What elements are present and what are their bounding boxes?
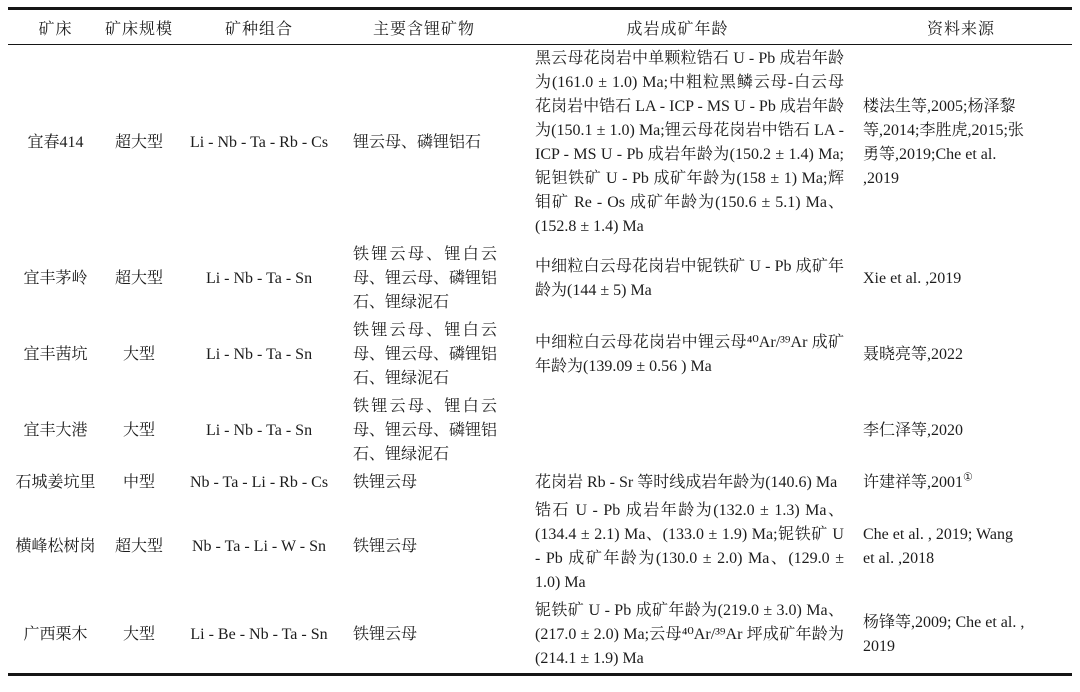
lithium-deposits-table [8,7,1072,676]
cell-source: 聂晓亮等,2022 [863,346,964,363]
cell-scale: 大型 [122,346,155,363]
cell-ore-combination: Li - Nb - Ta - Sn [205,346,313,363]
cell-ore-combination: Li - Be - Nb - Ta - Sn [190,626,328,643]
header-age: 成岩成矿年龄 [505,9,850,45]
cell-source: 杨锋等,2009; Che et al. , 2019 [863,614,1025,655]
cell-ore-combination: Nb - Ta - Li - Rb - Cs [189,474,329,491]
cell-li-minerals: 铁锂云母 [353,626,418,643]
cell-age: 中细粒白云母花岗岩中锂云母⁴⁰Ar/³⁹Ar 成矿年龄为(139.09 ± 0.56 ) Ma [535,334,844,375]
header-li-minerals: 主要含锂矿物 [343,9,505,45]
table-row [8,469,1072,497]
cell-source [850,469,1072,497]
cell-li-minerals: 铁锂云母 [353,538,418,555]
cell-source: 李仁泽等,2020 [863,422,964,439]
cell-age: 铌铁矿 U - Pb 成矿年龄为(219.0 ± 3.0) Ma、(217.0 ± 2.0) Ma;云母⁴⁰Ar/³⁹Ar 坪成矿年龄为(214.1 ± 1.9) Ma [535,602,844,667]
table-row [8,45,1072,242]
cell-age: 花岗岩 Rb - Sr 等时线成岩年龄为(140.6) Ma [535,474,838,491]
cell-age: 锆石 U - Pb 成岩年龄为(132.0 ± 1.3) Ma、(134.4 ± 2.1) Ma、(133.0 ± 1.9) Ma;铌铁矿 U - Pb 成矿年龄为(130.0 ± 2.0) Ma、(129.0 ± 1.0) Ma [535,502,844,591]
cell-deposit: 石城姜坑里 [15,474,96,491]
cell-ore-combination: Li - Nb - Ta - Sn [205,270,313,287]
header-deposit: 矿床 [8,9,103,45]
table-row [8,497,1072,597]
header-scale: 矿床规模 [103,9,175,45]
cell-li-minerals: 铁锂云母 [353,474,418,491]
cell-deposit: 宜丰茅岭 [23,270,88,287]
cell-scale: 超大型 [114,270,163,287]
header-source: 资料来源 [850,9,1072,45]
cell-li-minerals: 锂云母、磷锂铝石 [353,134,482,151]
table-row [8,597,1072,675]
cell-li-minerals: 铁锂云母、锂白云母、锂云母、磷锂铝石、锂绿泥石 [353,322,498,387]
cell-scale: 中型 [122,474,155,491]
cell-ore-combination: Li - Nb - Ta - Rb - Cs [189,134,329,151]
cell-scale: 大型 [122,422,155,439]
cell-age: 中细粒白云母花岗岩中铌铁矿 U - Pb 成矿年龄为(144 ± 5) Ma [535,258,844,299]
cell-li-minerals: 铁锂云母、锂白云母、锂云母、磷锂铝石、锂绿泥石 [353,246,498,311]
cell-age: 黑云母花岗岩中单颗粒锆石 U - Pb 成岩年龄为(161.0 ± 1.0) Ma;中粗粒黑鳞云母-白云母花岗岩中锆石 LA - ICP - MS U - Pb 成岩年龄为(150.1 ± 1.0) Ma;锂云母花岗岩中锆石 LA - ICP - MS U - Pb 成岩年龄为(150.2 ± 1.4) Ma;铌钽铁矿 U - Pb 成矿年龄为(158 ± 1) Ma;辉钼矿 Re - Os 成矿年龄为(150.6 ± 5.1) Ma、(152.8 ± 1.4) Ma [535,50,844,235]
cell-source: 楼法生等,2005;杨泽黎等,2014;李胜虎,2015;张勇等,2019;Che et al. ,2019 [863,98,1024,187]
cell-deposit: 广西栗木 [23,626,88,643]
table-row [8,317,1072,393]
cell-source: Xie et al. ,2019 [863,270,962,287]
cell-scale: 超大型 [114,134,163,151]
cell-ore-combination: Nb - Ta - Li - W - Sn [192,538,326,555]
table-row [8,241,1072,317]
table-row [8,393,1072,469]
cell-ore-combination: Li - Nb - Ta - Sn [205,422,313,439]
cell-deposit: 宜丰茜坑 [23,346,88,363]
cell-scale: 大型 [122,626,155,643]
cell-age [505,393,850,469]
cell-source: Che et al. , 2019; Wang et al. ,2018 [863,526,1013,567]
cell-deposit: 宜丰大港 [23,422,88,439]
source-text: 许建祥等,2001 [863,474,964,491]
cell-deposit: 横峰松树岗 [15,538,96,555]
table-header-row [8,9,1072,45]
footnote-mark: ① [963,471,973,484]
cell-li-minerals: 铁锂云母、锂白云母、锂云母、磷锂铝石、锂绿泥石 [353,398,498,463]
cell-scale: 超大型 [114,538,163,555]
table-sheet [8,0,1072,676]
cell-deposit: 宜春414 [27,134,84,151]
header-ore-combination: 矿种组合 [175,9,343,45]
